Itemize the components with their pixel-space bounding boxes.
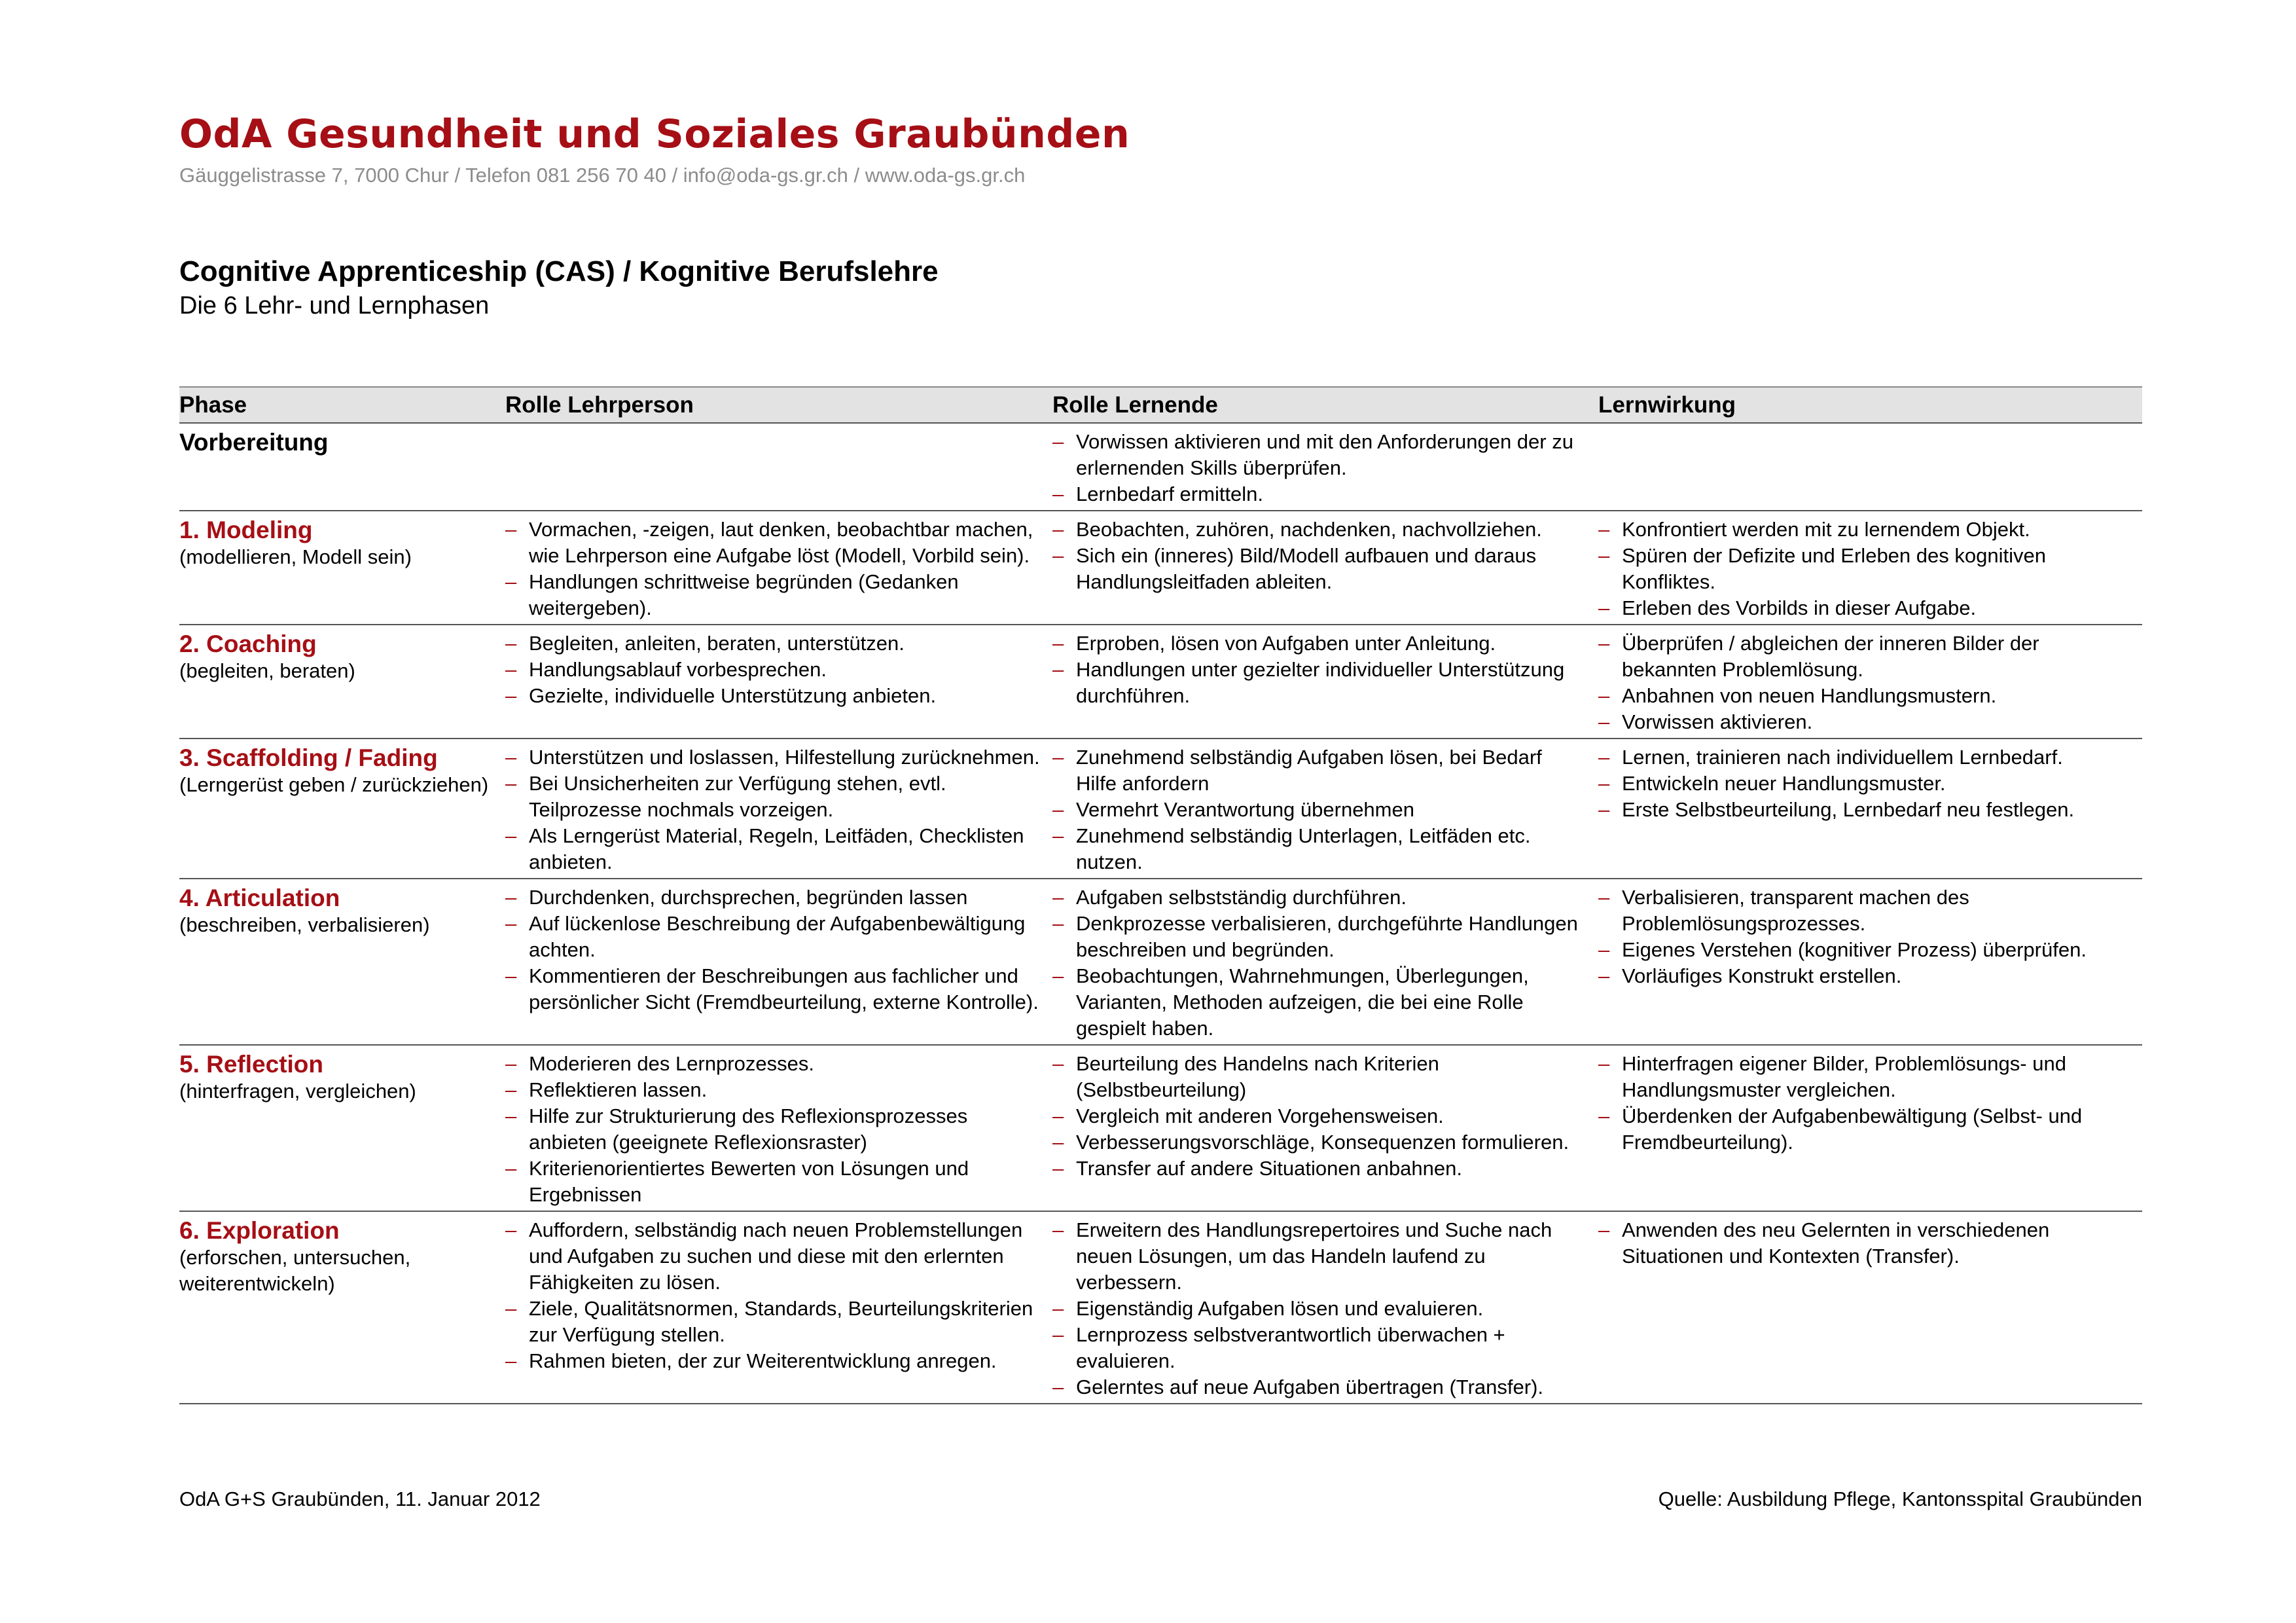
phase-cell: [179, 517, 505, 621]
bullet-item: – Vorläufiges Konstrukt erstellen.: [1598, 963, 2137, 989]
table-row: [179, 511, 2142, 625]
table-row: [179, 625, 2142, 739]
phase-name: 5. Reflection: [179, 1051, 323, 1078]
bullet-item: – Lernprozess selbstverantwortlich überwachen + evaluieren.: [1052, 1322, 1587, 1374]
organization-name: OdA Gesundheit und Soziales Graubünden: [179, 111, 1130, 157]
phase-cell: [179, 744, 505, 875]
bullet-item: – Kriterienorientiertes Bewerten von Lösungen und Ergebnissen: [505, 1156, 1041, 1208]
cell-lehrperson: [505, 517, 1052, 621]
column-header-lernwirkung: Lernwirkung: [1598, 392, 1736, 418]
phase-description: (Lerngerüst geben / zurückziehen): [179, 773, 489, 796]
table-row: [179, 879, 2142, 1046]
bullet-list: [1052, 884, 1587, 1042]
bullet-item: – Rahmen bieten, der zur Weiterentwicklung anregen.: [505, 1348, 1041, 1374]
bullet-list: [1052, 630, 1587, 709]
bullet-item: – Zunehmend selbständig Aufgaben lösen, bei Bedarf Hilfe anfordern: [1052, 744, 1587, 797]
column-header-lehrperson: Rolle Lehrperson: [505, 392, 694, 418]
phase-name: Vorbereitung: [179, 429, 329, 456]
phase-cell: [179, 429, 505, 507]
cell-lernende: [1052, 517, 1598, 621]
bullet-list: [1598, 517, 2137, 621]
bullet-item: – Hilfe zur Strukturierung des Reflexionsprozesses anbieten (geeignete Reflexionsraster): [505, 1103, 1041, 1156]
document-title: Cognitive Apprenticeship (CAS) / Kognitive Berufslehre: [179, 255, 939, 287]
bullet-item: – Entwickeln neuer Handlungsmuster.: [1598, 771, 2137, 797]
cell-lernende: [1052, 630, 1598, 735]
cell-wirkung: [1598, 517, 2142, 621]
bullet-item: – Zunehmend selbständig Unterlagen, Leitfäden etc. nutzen.: [1052, 823, 1587, 875]
phase-description: (erforschen, untersuchen, weiterentwickeln): [179, 1246, 411, 1295]
cell-wirkung: [1598, 630, 2142, 735]
bullet-list: [505, 1217, 1041, 1374]
phase-name: 1. Modeling: [179, 517, 313, 543]
cell-lernende: [1052, 884, 1598, 1042]
column-header-lernende: Rolle Lernende: [1052, 392, 1218, 418]
bullet-item: – Konfrontiert werden mit zu lernendem Objekt.: [1598, 517, 2137, 543]
bullet-list: [1052, 429, 1587, 507]
column-header-phase: Phase: [179, 392, 247, 418]
bullet-item: – Vergleich mit anderen Vorgehensweisen.: [1052, 1103, 1587, 1129]
table-header-row: [179, 386, 2142, 424]
bullet-list: [505, 884, 1041, 1015]
bullet-list: [505, 517, 1041, 621]
bullet-list: [1598, 744, 2137, 823]
bullet-item: – Kommentieren der Beschreibungen aus fachlicher und persönlicher Sicht (Fremdbeurteilung, externe Kontrolle).: [505, 963, 1041, 1015]
cell-lehrperson: [505, 744, 1052, 875]
cell-lehrperson: [505, 1051, 1052, 1208]
bullet-item: – Eigenes Verstehen (kognitiver Prozess) überprüfen.: [1598, 937, 2137, 963]
organization-address: Gäuggelistrasse 7, 7000 Chur / Telefon 081 256 70 40 / info@oda-gs.gr.ch / www.oda-gs.gr.ch: [179, 164, 1026, 187]
bullet-item: – Vorwissen aktivieren und mit den Anforderungen der zu erlernenden Skills überprüfen.: [1052, 429, 1587, 481]
bullet-list: [505, 630, 1041, 709]
phase-cell: [179, 1051, 505, 1208]
cell-lehrperson: [505, 630, 1052, 735]
bullet-item: – Beurteilung des Handelns nach Kriterien (Selbstbeurteilung): [1052, 1051, 1587, 1103]
cell-lernende: [1052, 744, 1598, 875]
bullet-item: – Anwenden des neu Gelernten in verschiedenen Situationen und Kontexten (Transfer).: [1598, 1217, 2137, 1269]
bullet-item: – Durchdenken, durchsprechen, begründen lassen: [505, 884, 1041, 911]
bullet-item: – Erleben des Vorbilds in dieser Aufgabe.: [1598, 595, 2137, 621]
bullet-item: – Verbesserungsvorschläge, Konsequenzen formulieren.: [1052, 1129, 1587, 1156]
cell-lernende: [1052, 1217, 1598, 1400]
bullet-item: – Beobachten, zuhören, nachdenken, nachvollziehen.: [1052, 517, 1587, 543]
table-row: [179, 739, 2142, 879]
bullet-item: – Vormachen, -zeigen, laut denken, beobachtbar machen, wie Lehrperson eine Aufgabe löst (Modell, Vorbild sein).: [505, 517, 1041, 569]
bullet-item: – Erste Selbstbeurteilung, Lernbedarf neu festlegen.: [1598, 797, 2137, 823]
bullet-item: – Eigenständig Aufgaben lösen und evaluieren.: [1052, 1296, 1587, 1322]
cell-wirkung: [1598, 884, 2142, 1042]
bullet-list: [1052, 744, 1587, 875]
footer-source: Quelle: Ausbildung Pflege, Kantonsspital Graubünden: [1658, 1487, 2142, 1510]
bullet-item: – Transfer auf andere Situationen anbahnen.: [1052, 1156, 1587, 1182]
phase-name: 4. Articulation: [179, 884, 340, 911]
bullet-item: – Gelerntes auf neue Aufgaben übertragen (Transfer).: [1052, 1374, 1587, 1400]
cell-lehrperson: [505, 884, 1052, 1042]
bullet-item: – Beobachtungen, Wahrnehmungen, Überlegungen, Varianten, Methoden aufzeigen, die bei eine Rolle gespielt haben.: [1052, 963, 1587, 1042]
bullet-item: – Anbahnen von neuen Handlungsmustern.: [1598, 683, 2137, 709]
bullet-item: – Aufgaben selbstständig durchführen.: [1052, 884, 1587, 911]
phase-cell: [179, 884, 505, 1042]
bullet-list: [1052, 1051, 1587, 1182]
bullet-list: [505, 744, 1041, 875]
bullet-item: – Bei Unsicherheiten zur Verfügung stehen, evtl. Teilprozesse nochmals vorzeigen.: [505, 771, 1041, 823]
table-body: [179, 424, 2142, 1404]
cell-lernende: [1052, 429, 1598, 507]
bullet-item: – Lernen, trainieren nach individuellem Lernbedarf.: [1598, 744, 2137, 771]
document-subtitle: Die 6 Lehr- und Lernphasen: [179, 292, 490, 319]
phase-name: 3. Scaffolding / Fading: [179, 744, 438, 771]
bullet-item: – Lernbedarf ermitteln.: [1052, 481, 1587, 507]
phase-description: (hinterfragen, vergleichen): [179, 1080, 416, 1103]
bullet-item: – Vermehrt Verantwortung übernehmen: [1052, 797, 1587, 823]
bullet-list: [1598, 1217, 2137, 1269]
bullet-item: – Reflektieren lassen.: [505, 1077, 1041, 1103]
bullet-item: – Handlungen schrittweise begründen (Gedanken weitergeben).: [505, 569, 1041, 621]
bullet-item: – Als Lerngerüst Material, Regeln, Leitfäden, Checklisten anbieten.: [505, 823, 1041, 875]
bullet-item: – Überdenken der Aufgabenbewältigung (Selbst- und Fremdbeurteilung).: [1598, 1103, 2137, 1156]
bullet-item: – Ziele, Qualitätsnormen, Standards, Beurteilungskriterien zur Verfügung stellen.: [505, 1296, 1041, 1348]
bullet-list: [1598, 884, 2137, 989]
phase-description: (modellieren, Modell sein): [179, 545, 412, 568]
bullet-item: – Gezielte, individuelle Unterstützung anbieten.: [505, 683, 1041, 709]
phase-cell: [179, 1217, 505, 1400]
bullet-list: [1598, 630, 2137, 735]
bullet-item: – Auffordern, selbständig nach neuen Problemstellungen und Aufgaben zu suchen und diese mit den erlernten Fähigkeiten zu lösen.: [505, 1217, 1041, 1296]
phase-cell: [179, 630, 505, 735]
phases-table: [179, 386, 2142, 1404]
phase-name: 2. Coaching: [179, 630, 317, 657]
bullet-item: – Hinterfragen eigener Bilder, Problemlösungs- und Handlungsmuster vergleichen.: [1598, 1051, 2137, 1103]
phase-description: (begleiten, beraten): [179, 659, 355, 682]
bullet-item: – Auf lückenlose Beschreibung der Aufgabenbewältigung achten.: [505, 911, 1041, 963]
cell-lehrperson: [505, 429, 1052, 507]
cell-lehrperson: [505, 1217, 1052, 1400]
bullet-list: [505, 1051, 1041, 1208]
bullet-item: – Unterstützen und loslassen, Hilfestellung zurücknehmen.: [505, 744, 1041, 771]
bullet-item: – Sich ein (inneres) Bild/Modell aufbauen und daraus Handlungsleitfaden ableiten.: [1052, 543, 1587, 595]
bullet-item: – Begleiten, anleiten, beraten, unterstützen.: [505, 630, 1041, 657]
cell-wirkung: [1598, 1051, 2142, 1208]
bullet-item: – Spüren der Defizite und Erleben des kognitiven Konfliktes.: [1598, 543, 2137, 595]
table-row: [179, 424, 2142, 511]
bullet-item: – Überprüfen / abgleichen der inneren Bilder der bekannten Problemlösung.: [1598, 630, 2137, 683]
cell-wirkung: [1598, 744, 2142, 875]
cell-wirkung: [1598, 1217, 2142, 1400]
bullet-list: [1598, 1051, 2137, 1156]
phase-name: 6. Exploration: [179, 1217, 340, 1244]
footer-date: OdA G+S Graubünden, 11. Januar 2012: [179, 1487, 541, 1510]
table-row: [179, 1212, 2142, 1404]
bullet-list: [1052, 1217, 1587, 1400]
bullet-item: – Denkprozesse verbalisieren, durchgeführte Handlungen beschreiben und begründen.: [1052, 911, 1587, 963]
cell-lernende: [1052, 1051, 1598, 1208]
cell-wirkung: [1598, 429, 2142, 507]
bullet-item: – Handlungsablauf vorbesprechen.: [505, 657, 1041, 683]
bullet-item: – Erproben, lösen von Aufgaben unter Anleitung.: [1052, 630, 1587, 657]
bullet-list: [1052, 517, 1587, 595]
bullet-item: – Verbalisieren, transparent machen des Problemlösungsprozesses.: [1598, 884, 2137, 937]
table-row: [179, 1046, 2142, 1212]
bullet-item: – Vorwissen aktivieren.: [1598, 709, 2137, 735]
bullet-item: – Erweitern des Handlungsrepertoires und Suche nach neuen Lösungen, um das Handeln laufend zu verbessern.: [1052, 1217, 1587, 1296]
bullet-item: – Handlungen unter gezielter individueller Unterstützung durchführen.: [1052, 657, 1587, 709]
phase-description: (beschreiben, verbalisieren): [179, 913, 430, 936]
bullet-item: – Moderieren des Lernprozesses.: [505, 1051, 1041, 1077]
